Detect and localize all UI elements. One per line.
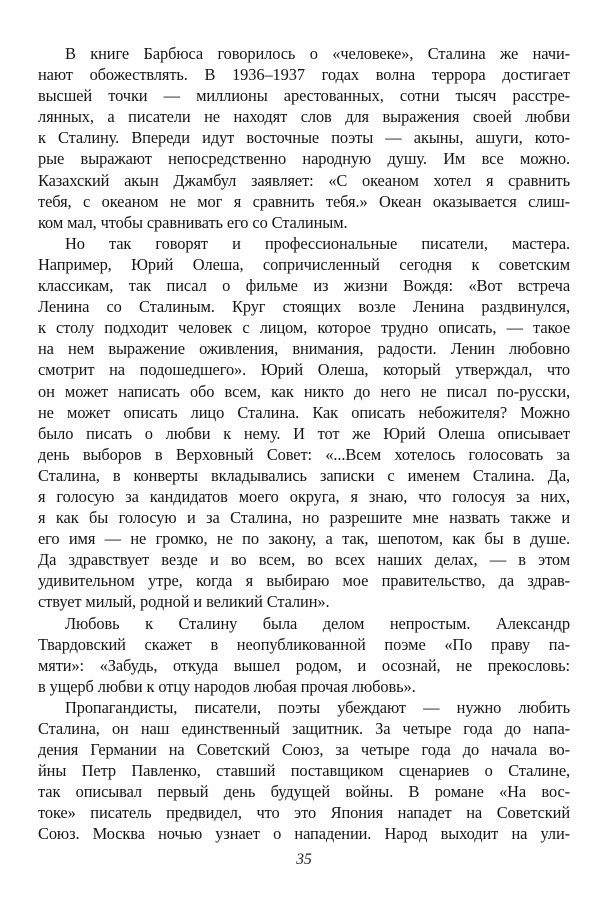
text-line: Пропагандисты, писатели, поэты убеждают — нужно любить <box>65 697 570 717</box>
text-line: лянных, а писатели не находят слов для выражения своей любви <box>38 107 570 127</box>
text-line: не может описать лицо Сталина. Как описать небожителя? Можно <box>38 402 570 422</box>
text-line: высшей точки — миллионы арестованных, сотни тысяч расстре- <box>38 86 570 106</box>
text-line: к столу подходит человек с лицом, которое трудно описать, — такое <box>38 318 570 338</box>
text-line: смотрит на подошедшего». Юрий Олеша, который утверждал, что <box>38 360 570 380</box>
text-line: йны Петр Павленко, ставший поставщиком сценариев о Сталине, <box>38 761 570 781</box>
text-line: Казахский акын Джамбул заявляет: «С океаном хотел я сравнить <box>38 170 570 190</box>
text-line: Твардовский скажет в неопубликованной поэме «По праву па- <box>38 634 570 654</box>
text-line: Союз. Москва ночью узнает о нападении. Народ выходит на ули- <box>38 824 570 844</box>
text-line: на нем выражение оживления, внимания, радости. Ленин любовно <box>38 339 570 359</box>
text-line: рые выражают непосредственно народную душу. Им все можно. <box>38 149 570 169</box>
text-line: он может написать обо всем, как никто до него не писал по-русски, <box>38 381 570 401</box>
text-line: тебя, с океаном не мог я сравнить тебя.» Океан оказывается слиш- <box>38 191 570 211</box>
text-line: дения Германии на Советский Союз, за четыре года до начала во- <box>38 740 570 760</box>
text-line: к Сталину. Впереди идут восточные поэты — акыны, ашуги, кото- <box>38 128 570 148</box>
text-block <box>38 43 570 845</box>
text-line: ком мал, чтобы сравнивать его со Сталиным. <box>38 212 348 232</box>
text-line: Да здравствует везде и во всем, во всех наших делах, — в этом <box>38 550 570 570</box>
text-line: В книге Барбюса говорилось о «человеке», Сталина же начи- <box>65 44 570 63</box>
text-line: Но так говорят и профессиональные писатели, мастера. <box>65 233 570 253</box>
text-line: Сталина, он наш единственный защитник. За четыре года до напа- <box>38 719 570 738</box>
text-line: Например, Юрий Олеша, сопричисленный сегодня к советским <box>38 254 570 274</box>
text-line: Ленина со Сталиным. Круг стоящих возле Ленина раздвинулся, <box>38 297 570 317</box>
text-line: его имя — не громко, не по закону, а так, шепотом, как бы в душе. <box>38 529 570 549</box>
text-line: я голосую за кандидатов моего округа, я знаю, что голосуя за них, <box>38 486 570 506</box>
text-line: классикам, так писал о фильме из жизни Вождя: «Вот встреча <box>38 276 570 296</box>
paragraph-1 <box>38 43 570 233</box>
text-line: ствует милый, родной и великий Сталин». <box>38 592 330 612</box>
page-number: 35 <box>296 851 312 868</box>
paragraph-3 <box>38 613 570 697</box>
text-line: день выборов в Верховный Совет: «...Всем хотелось голосовать за <box>38 444 570 464</box>
paragraph-2 <box>38 233 570 613</box>
text-line: Любовь к Сталину была делом непростым. Александр <box>65 613 570 633</box>
text-line: нают обожествлять. В 1936–1937 годах волна террора достигает <box>38 65 570 85</box>
text-line: мяти»: «Забудь, откуда вышел родом, и осознай, не прекословь: <box>38 655 570 675</box>
text-line: токе» писатель предвидел, что это Япония нападет на Советский <box>38 803 570 823</box>
text-line: я как бы голосую и за Сталина, но разрешите мне назвать также и <box>38 508 570 528</box>
text-line: удивительном утре, когда я выбираю мое правительство, да здрав- <box>38 571 570 591</box>
text-line: Сталина, в конверты вкладывались записки с именем Сталина. Да, <box>38 465 570 485</box>
text-line: так описывал первый день будущей войны. В романе «На вос- <box>38 782 570 802</box>
text-line: в ущерб любви к отцу народов любая прочая любовь». <box>38 676 416 696</box>
text-line: было писать о любви к нему. И тот же Юрий Олеша описывает <box>38 423 570 443</box>
paragraph-4 <box>38 697 570 845</box>
